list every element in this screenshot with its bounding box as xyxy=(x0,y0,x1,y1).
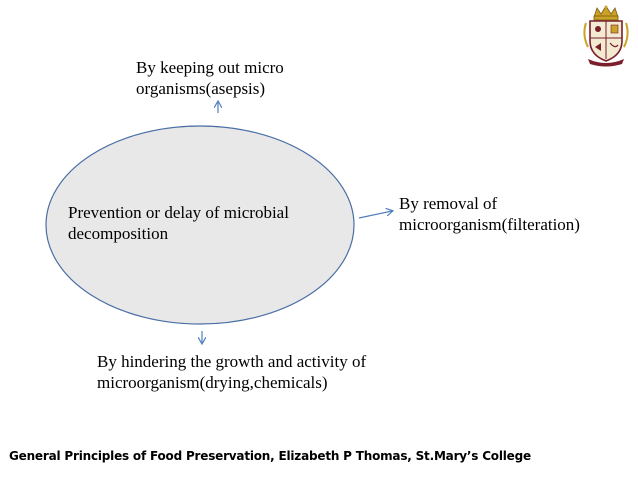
branch-filtration-line1: By removal of xyxy=(399,194,498,213)
branch-asepsis-line1: By keeping out micro xyxy=(136,58,284,77)
branch-filtration-line2: microorganism(filteration) xyxy=(399,215,580,234)
branch-asepsis-label xyxy=(136,57,284,99)
branch-asepsis-line2: organisms(asepsis) xyxy=(136,79,266,98)
arrow-right xyxy=(359,211,392,218)
branch-drying-line1: By hindering the growth and activity of xyxy=(97,352,367,371)
footer-credit: General Principles of Food Preservation, Elizabeth P Thomas, St.Mary’s College xyxy=(9,449,531,463)
branch-drying-line2: microorganism(drying,chemicals) xyxy=(97,373,328,392)
branch-drying-label xyxy=(97,351,366,393)
center-node-label xyxy=(68,202,289,244)
center-node-line2: decomposition xyxy=(68,224,169,243)
branch-filtration-label xyxy=(399,193,580,235)
college-crest-icon xyxy=(580,3,632,67)
center-node-line1: Prevention or delay of microbial xyxy=(68,203,289,222)
